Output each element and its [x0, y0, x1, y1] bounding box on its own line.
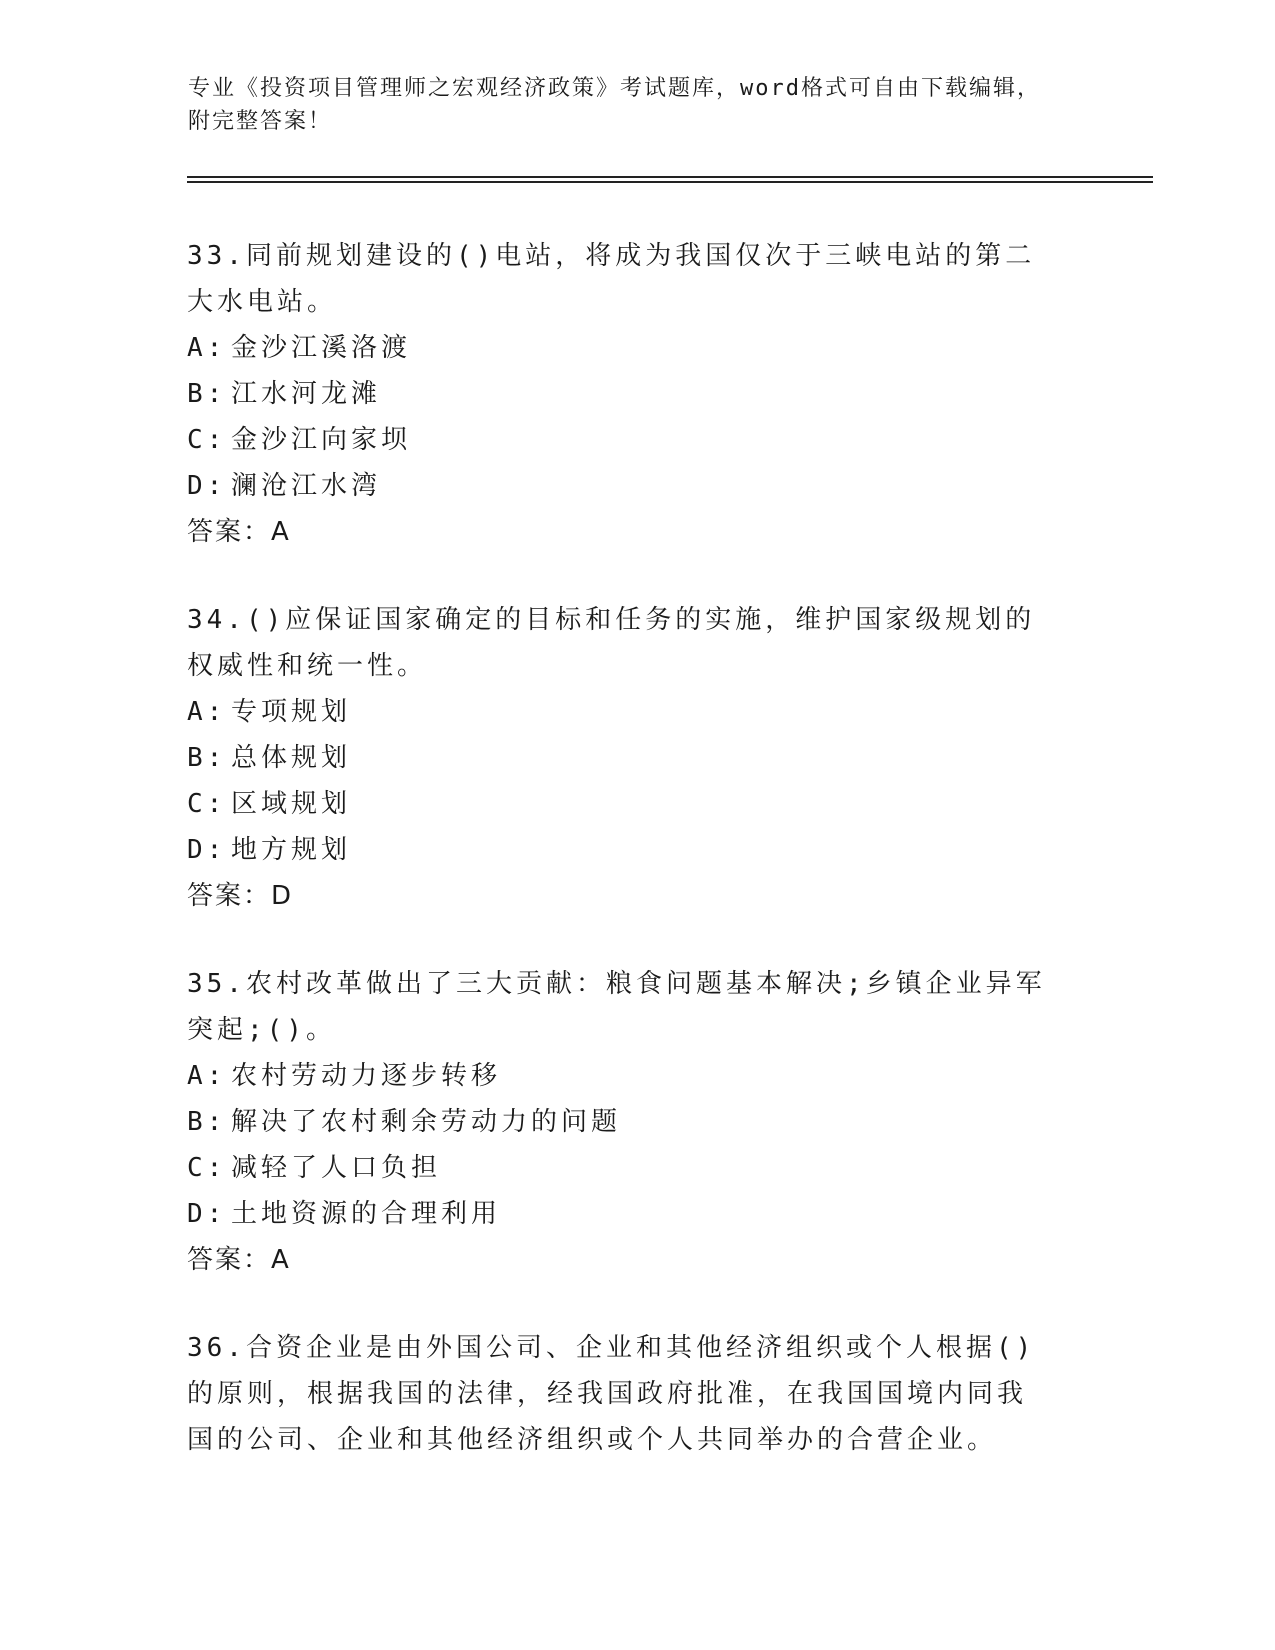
option-c — [187, 781, 1087, 827]
option-letter: A: — [187, 1061, 227, 1091]
answer-label: 答案：D — [187, 881, 294, 911]
option-letter: D: — [187, 835, 227, 865]
header-divider-top — [187, 176, 1153, 178]
header-line-2: 附完整答案！ — [188, 109, 333, 134]
option-c — [187, 1145, 1087, 1191]
option-b — [187, 735, 1087, 781]
option-letter: D: — [187, 1199, 227, 1229]
option-text: 金沙江溪洛渡 — [231, 333, 412, 363]
option-text: 区域规划 — [231, 789, 352, 819]
question-36 — [187, 1325, 1087, 1463]
header-line-1: 专业《投资项目管理师之宏观经济政策》考试题库，word格式可自由下载编辑， — [188, 76, 1041, 101]
option-letter: C: — [187, 425, 227, 455]
header-divider-bottom — [187, 181, 1153, 183]
option-b — [187, 371, 1087, 417]
option-text: 减轻了人口负担 — [231, 1153, 442, 1183]
question-stem: 33.同前规划建设的()电站，将成为我国仅次于三峡电站的第二大水电站。 — [187, 241, 1036, 317]
question-stem: 34.()应保证国家确定的目标和任务的实施，维护国家级规划的权威性和统一性。 — [187, 605, 1036, 681]
option-letter: B: — [187, 379, 227, 409]
option-text: 专项规划 — [231, 697, 352, 727]
question-stem: 36.合资企业是由外国公司、企业和其他经济组织或个人根据()的原则，根据我国的法律，经我国政府批准，在我国国境内同我国的公司、企业和其他经济组织或个人共同举办的合营企业。 — [187, 1333, 1036, 1455]
option-letter: A: — [187, 697, 227, 727]
option-letter: C: — [187, 789, 227, 819]
option-text: 金沙江向家坝 — [231, 425, 412, 455]
option-text: 农村劳动力逐步转移 — [231, 1061, 502, 1091]
option-a — [187, 1053, 1087, 1099]
option-a — [187, 689, 1087, 735]
option-letter: B: — [187, 1107, 227, 1137]
option-text: 解决了农村剩余劳动力的问题 — [231, 1107, 622, 1137]
question-33 — [187, 233, 1087, 555]
question-35 — [187, 961, 1087, 1283]
option-text: 总体规划 — [231, 743, 352, 773]
option-d — [187, 827, 1087, 873]
option-letter: A: — [187, 333, 227, 363]
option-text: 澜沧江水湾 — [231, 471, 382, 501]
option-c — [187, 417, 1087, 463]
option-letter: D: — [187, 471, 227, 501]
document-header — [188, 72, 1068, 138]
option-d — [187, 463, 1087, 509]
option-letter: B: — [187, 743, 227, 773]
question-stem: 35.农村改革做出了三大贡献：粮食问题基本解决;乡镇企业异军突起;()。 — [187, 969, 1046, 1045]
question-34 — [187, 597, 1087, 919]
option-text: 地方规划 — [231, 835, 352, 865]
option-a — [187, 325, 1087, 371]
option-text: 江水河龙滩 — [231, 379, 382, 409]
option-b — [187, 1099, 1087, 1145]
option-letter: C: — [187, 1153, 227, 1183]
answer-label: 答案：A — [187, 1245, 291, 1275]
option-text: 土地资源的合理利用 — [231, 1199, 502, 1229]
answer-label: 答案：A — [187, 517, 291, 547]
option-d — [187, 1191, 1087, 1237]
